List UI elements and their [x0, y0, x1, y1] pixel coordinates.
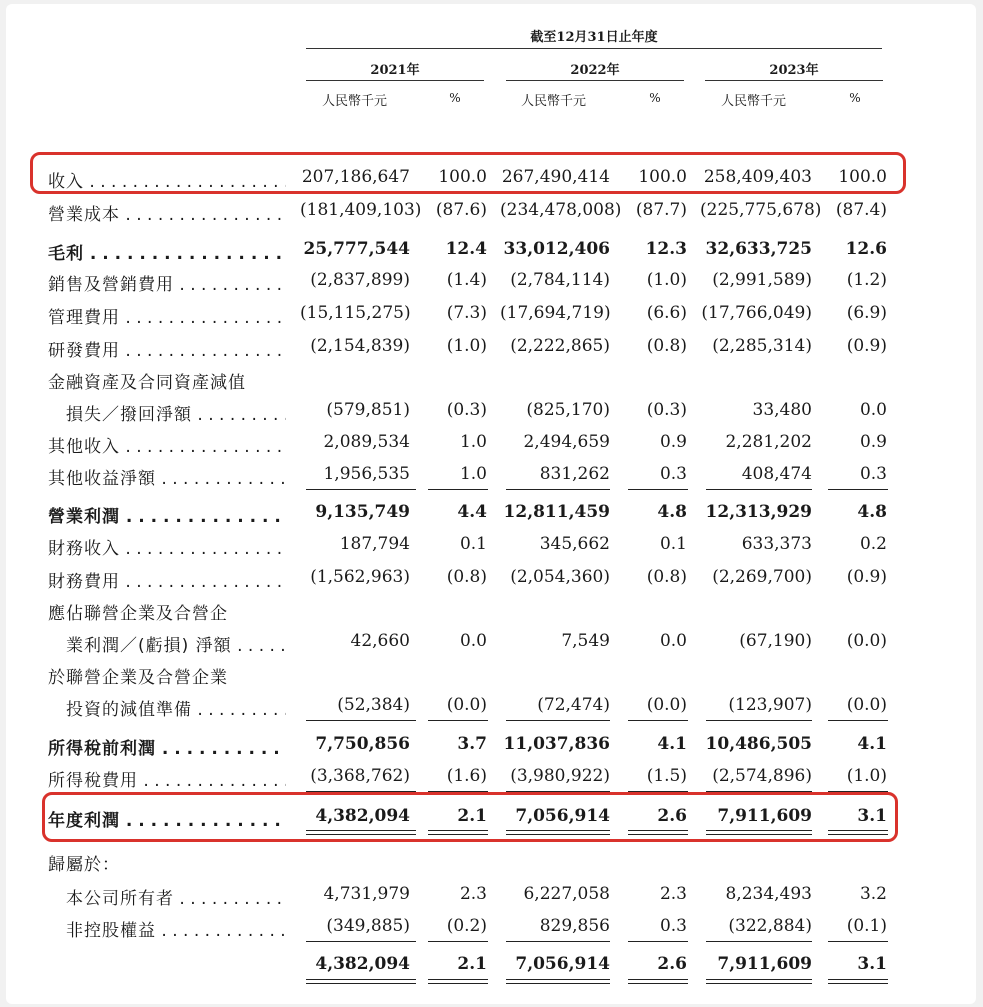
- total-double-rule: [306, 979, 416, 984]
- value-2023: (67,190): [739, 631, 812, 651]
- pct-2023: 3.2: [859, 884, 887, 904]
- value-2023: (2,285,314): [712, 336, 812, 356]
- pct-2021: 2.1: [457, 954, 487, 974]
- pct-2022: 4.1: [657, 734, 687, 754]
- pct-2022: (87.7): [635, 200, 687, 220]
- subtotal-rule: [306, 720, 416, 721]
- row-finance-income: [0, 531, 970, 559]
- subtotal-rule: [628, 489, 688, 490]
- value-2022: 2,494,659: [523, 432, 610, 452]
- unit-label: 人民幣千元: [721, 94, 787, 109]
- revenue-highlight-box: [30, 152, 906, 194]
- subtotal-rule: [428, 489, 488, 490]
- value-2022: (3,980,922): [510, 766, 610, 786]
- pct-2022: 2.3: [659, 884, 687, 904]
- pct-2023: (0.0): [846, 631, 887, 651]
- row-operating-profit: [0, 499, 970, 527]
- pct-label: %: [449, 91, 461, 105]
- total-double-rule: [706, 979, 812, 984]
- row-label: 損失／撥回淨額 . . .: [66, 400, 286, 425]
- value-2021: 42,660: [350, 631, 410, 651]
- value-2021: 25,777,544: [303, 239, 410, 259]
- row-label: 非控股權益 . . .: [66, 916, 286, 941]
- pct-2023: 4.1: [857, 734, 887, 754]
- pct-2021: (0.0): [446, 695, 487, 715]
- value-2023: 7,911,609: [717, 806, 812, 826]
- row-label: 財務收入 . . .: [48, 534, 286, 559]
- pct-2021: 3.7: [457, 734, 487, 754]
- row-other-income: [0, 429, 970, 457]
- value-2023: 258,409,403: [703, 167, 812, 187]
- value-2023: 10,486,505: [705, 734, 812, 754]
- row-gross-profit: [0, 236, 970, 264]
- value-2022: 267,490,414: [501, 167, 610, 187]
- row-label: 其他收益淨額 . . .: [48, 464, 286, 489]
- pct-2022: (1.5): [646, 766, 687, 786]
- value-2021: (15,115,275): [300, 303, 411, 323]
- pct-2021: 2.3: [459, 884, 487, 904]
- row-label: 營業成本 . . .: [48, 200, 286, 225]
- value-2021: (2,154,839): [310, 336, 410, 356]
- pct-2023: 12.6: [845, 239, 887, 259]
- pct-2023: (0.1): [846, 916, 887, 936]
- value-2021: (3,368,762): [310, 766, 410, 786]
- value-2022: (2,054,360): [510, 567, 610, 587]
- value-2021: 2,089,534: [323, 432, 410, 452]
- pct-2022: (1.0): [646, 270, 687, 290]
- value-2023: 12,313,929: [705, 502, 812, 522]
- period-header: 截至12月31日止年度: [530, 30, 658, 45]
- pct-2022: 12.3: [645, 239, 687, 259]
- value-2023: 633,373: [741, 534, 812, 554]
- pct-2021: (0.3): [446, 400, 487, 420]
- pct-2023: 4.8: [857, 502, 887, 522]
- pct-2021: (1.0): [446, 336, 487, 356]
- row-label: 其他收入 . . .: [48, 432, 286, 457]
- year-header-2022: 2022年: [570, 63, 620, 78]
- value-2023: 32,633,725: [705, 239, 812, 259]
- pct-2022: 0.3: [659, 464, 687, 484]
- pct-2022: (6.6): [646, 303, 687, 323]
- pct-2022: 2.6: [657, 954, 687, 974]
- total-double-rule: [828, 979, 888, 984]
- value-2022: 7,056,914: [515, 806, 610, 826]
- value-2023: (2,269,700): [712, 567, 812, 587]
- year-rule: [705, 80, 883, 81]
- subtotal-rule: [306, 941, 416, 942]
- pct-2022: 2.6: [657, 806, 687, 826]
- subtotal-rule: [428, 720, 488, 721]
- subtotal-rule: [506, 941, 610, 942]
- row-investment-heading: [0, 660, 970, 688]
- value-2022: (825,170): [526, 400, 610, 420]
- total-double-rule: [428, 979, 488, 984]
- row-label: 研發費用 . . .: [48, 336, 286, 361]
- row-attributable-heading: [0, 847, 970, 875]
- pct-2022: (0.8): [646, 567, 687, 587]
- row-impairment-net: [0, 397, 970, 425]
- pct-2022: 0.1: [659, 534, 687, 554]
- row-finance-costs: [0, 564, 970, 592]
- value-2023: (225,775,678): [700, 200, 822, 220]
- subtotal-rule: [306, 489, 416, 490]
- pct-2021: 4.4: [457, 502, 487, 522]
- row-label: 所得稅費用 . . .: [48, 766, 286, 791]
- value-2021: 4,382,094: [315, 954, 410, 974]
- value-2022: 831,262: [539, 464, 610, 484]
- year-rule: [306, 80, 484, 81]
- row-associates-heading: [0, 596, 970, 624]
- value-2023: 8,234,493: [725, 884, 812, 904]
- pct-2023: 0.0: [859, 400, 887, 420]
- row-income-tax: [0, 763, 970, 791]
- pct-2023: (6.9): [846, 303, 887, 323]
- value-2023: (2,574,896): [712, 766, 812, 786]
- total-double-rule: [506, 979, 610, 984]
- pct-2022: 4.8: [657, 502, 687, 522]
- subtotal-rule: [828, 941, 888, 942]
- pct-2023: (1.2): [846, 270, 887, 290]
- row-label: 收入 . . .: [48, 167, 286, 192]
- pct-2022: (0.0): [646, 695, 687, 715]
- row-selling-expenses: [0, 267, 970, 295]
- row-profit-before-tax: [0, 731, 970, 759]
- year-header-2021: 2021年: [370, 63, 420, 78]
- value-2023: (322,884): [728, 916, 812, 936]
- value-2022: 7,549: [561, 631, 610, 651]
- row-owners-of-company: [0, 881, 970, 909]
- pct-2023: (0.9): [846, 567, 887, 587]
- unit-label: 人民幣千元: [521, 94, 587, 109]
- value-2022: (2,784,114): [510, 270, 610, 290]
- row-other-gains: [0, 461, 970, 489]
- subtotal-rule: [628, 941, 688, 942]
- value-2021: 7,750,856: [315, 734, 410, 754]
- unit-label: 人民幣千元: [322, 94, 388, 109]
- pct-2022: (0.3): [646, 400, 687, 420]
- pct-2021: 100.0: [438, 167, 487, 187]
- pct-2023: 3.1: [857, 806, 887, 826]
- year-header-2023: 2023年: [769, 63, 819, 78]
- profit-highlight-box: [42, 792, 898, 842]
- subtotal-rule: [506, 720, 610, 721]
- pct-2021: (1.6): [446, 766, 487, 786]
- value-2021: (579,851): [326, 400, 410, 420]
- pct-2021: (0.8): [446, 567, 487, 587]
- row-label: 年度利潤 . . .: [48, 806, 286, 831]
- pct-2023: (0.9): [846, 336, 887, 356]
- value-2022: (234,478,008): [500, 200, 622, 220]
- value-2021: (52,384): [337, 695, 410, 715]
- row-label: 所得稅前利潤 . . .: [48, 734, 286, 759]
- pct-2021: (1.4): [446, 270, 487, 290]
- value-2021: 9,135,749: [315, 502, 410, 522]
- pct-2022: (0.8): [646, 336, 687, 356]
- row-label: 業利潤／(虧損) 淨額 . . .: [66, 631, 286, 656]
- subtotal-rule: [706, 720, 812, 721]
- value-2021: (349,885): [326, 916, 410, 936]
- pct-2022: 0.9: [659, 432, 687, 452]
- value-2021: (2,837,899): [310, 270, 410, 290]
- value-2021: (1,562,963): [310, 567, 410, 587]
- value-2021: (181,409,103): [300, 200, 422, 220]
- subtotal-rule: [828, 720, 888, 721]
- row-attributable-total: [0, 951, 970, 979]
- pct-label: %: [849, 91, 861, 105]
- row-investment-impairment: [0, 692, 970, 720]
- row-associates-profit: [0, 628, 970, 656]
- pct-2021: 1.0: [459, 432, 487, 452]
- pct-2021: 0.0: [459, 631, 487, 651]
- value-2022: (17,694,719): [500, 303, 611, 323]
- subtotal-rule: [628, 720, 688, 721]
- subtotal-rule: [706, 941, 812, 942]
- pct-2021: (7.3): [446, 303, 487, 323]
- pct-2023: (0.0): [846, 695, 887, 715]
- value-2022: (2,222,865): [510, 336, 610, 356]
- value-2022: 829,856: [539, 916, 610, 936]
- pct-2023: 0.9: [859, 432, 887, 452]
- pct-2022: 0.0: [659, 631, 687, 651]
- subtotal-rule: [828, 489, 888, 490]
- value-2021: 187,794: [339, 534, 410, 554]
- row-label: 營業利潤 . . .: [48, 502, 286, 527]
- row-label: 財務費用 . . .: [48, 567, 286, 592]
- value-2023: 408,474: [741, 464, 812, 484]
- pct-2023: 3.1: [857, 954, 887, 974]
- row-label: 金融資產及合同資產減值: [48, 373, 246, 393]
- total-double-rule: [628, 979, 688, 984]
- pct-2022: 100.0: [638, 167, 687, 187]
- pct-2023: 0.3: [859, 464, 887, 484]
- pct-2023: (1.0): [846, 766, 887, 786]
- pct-2022: 0.3: [659, 916, 687, 936]
- value-2023: (17,766,049): [701, 303, 812, 323]
- value-2023: 7,911,609: [717, 954, 812, 974]
- subtotal-rule: [428, 941, 488, 942]
- row-label: 歸屬於：: [48, 855, 120, 875]
- pct-2021: (87.6): [435, 200, 487, 220]
- value-2021: 4,382,094: [315, 806, 410, 826]
- pct-2021: (0.2): [446, 916, 487, 936]
- value-2023: 33,480: [752, 400, 812, 420]
- pct-2023: 100.0: [838, 167, 887, 187]
- pct-2023: (87.4): [835, 200, 887, 220]
- value-2022: 345,662: [539, 534, 610, 554]
- subtotal-rule: [706, 489, 812, 490]
- period-rule: [306, 48, 882, 49]
- value-2022: 12,811,459: [503, 502, 610, 522]
- pct-2023: 0.2: [859, 534, 887, 554]
- pct-2021: 1.0: [459, 464, 487, 484]
- value-2023: 2,281,202: [725, 432, 812, 452]
- row-label: 本公司所有者 . . .: [66, 884, 286, 909]
- value-2022: (72,474): [537, 695, 610, 715]
- value-2022: 11,037,836: [503, 734, 610, 754]
- value-2021: 207,186,647: [301, 167, 410, 187]
- value-2023: (2,991,589): [712, 270, 812, 290]
- pct-2021: 0.1: [459, 534, 487, 554]
- value-2021: 1,956,535: [323, 464, 410, 484]
- value-2022: 7,056,914: [515, 954, 610, 974]
- row-admin-expenses: [0, 300, 970, 328]
- pct-2021: 12.4: [445, 239, 487, 259]
- subtotal-rule: [506, 489, 610, 490]
- row-impairment-heading: [0, 365, 970, 393]
- row-label: 於聯營企業及合營企業: [48, 668, 228, 688]
- row-label: 毛利 . . .: [48, 239, 286, 264]
- row-non-controlling-interests: [0, 913, 970, 941]
- year-rule: [506, 80, 684, 81]
- row-label: 應佔聯營企業及合營企: [48, 604, 228, 624]
- value-2022: 6,227,058: [523, 884, 610, 904]
- row-label: 投資的減值準備 . . .: [66, 695, 286, 720]
- row-rd-expenses: [0, 333, 970, 361]
- value-2021: 4,731,979: [323, 884, 410, 904]
- value-2022: 33,012,406: [503, 239, 610, 259]
- pct-label: %: [649, 91, 661, 105]
- value-2023: (123,907): [728, 695, 812, 715]
- row-label: 管理費用 . . .: [48, 303, 286, 328]
- row-label: 銷售及營銷費用 . . .: [48, 270, 286, 295]
- pct-2021: 2.1: [457, 806, 487, 826]
- row-cost-of-revenue: [0, 197, 970, 225]
